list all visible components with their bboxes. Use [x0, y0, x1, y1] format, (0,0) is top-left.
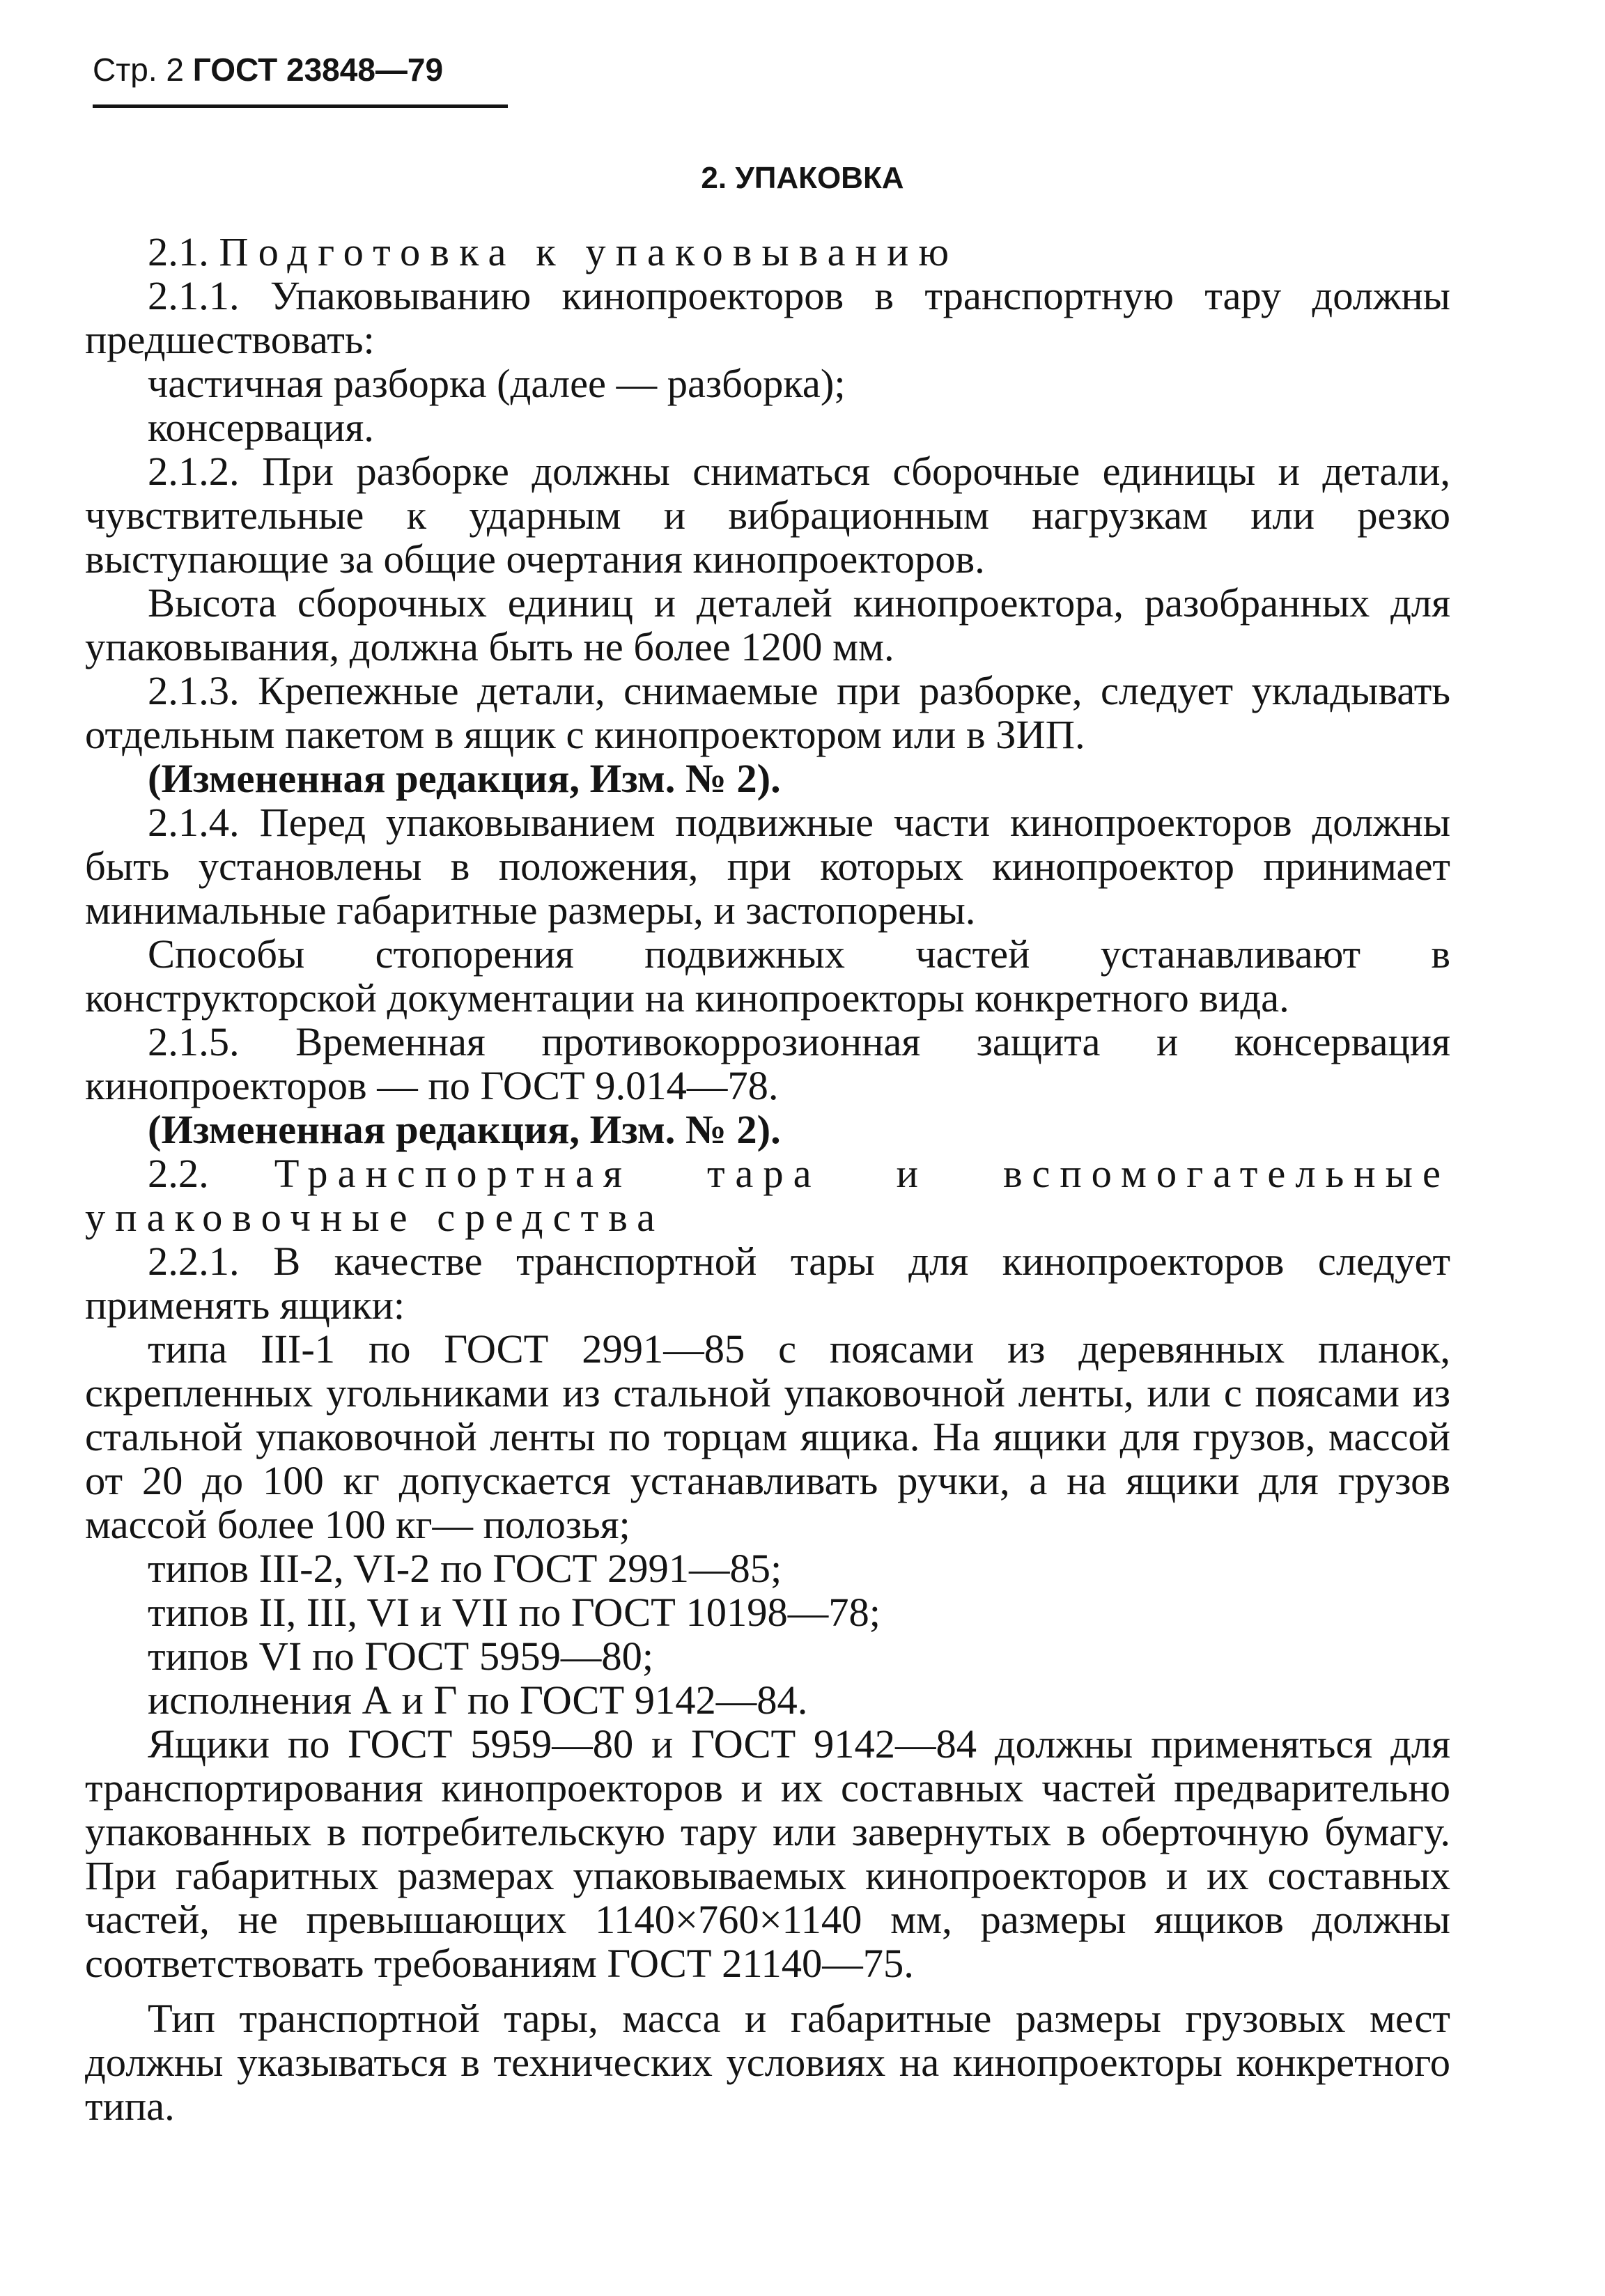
paragraph-2-1-4 — [85, 800, 1450, 932]
list-item: частичная разборка (далее — разборка); — [148, 361, 846, 406]
paragraph-2-1-3 — [85, 669, 1450, 757]
paragraph-text: В качестве транспортной тары для кинопроекторов следует применять ящики: — [85, 1239, 1451, 1328]
paragraph: Способы стопорения подвижных частей устанавливают в конструкторской документации на кинопроекторы конкретного вида. — [85, 931, 1450, 1021]
paragraph-text: При разборке должны сниматься сборочные единицы и детали, чувствительные к ударным и вибрационным нагрузкам или резко выступающие за общие очертания кинопроекторов. — [85, 449, 1451, 582]
paragraph: Ящики по ГОСТ 5959—80 и ГОСТ 9142—84 должны применяться для транспортирования кинопроекторов и их составных частей предварительно упакованных в потребительскую тару или завернутых в оберточную бумагу. При габаритных размерах упаковываемых кинопроекторов и их составных частей, не превышающих 1140×760×1140 мм, размеры ящиков должны соответствовать требованиям ГОСТ 21140—75. — [85, 1721, 1450, 1986]
paragraph-number: 2.1.4. — [148, 800, 240, 845]
paragraph-2-2-1 — [85, 1239, 1450, 1327]
amendment-note: (Измененная редакция, Изм. № 2). — [148, 756, 781, 801]
page-header — [93, 47, 443, 92]
body-text — [85, 230, 1450, 2128]
paragraph-number: 2.1. — [148, 229, 209, 274]
section-title: 2. УПАКОВКА — [701, 161, 904, 195]
paragraph-2-1-5 — [85, 1020, 1450, 1108]
paragraph-text: Упаковыванию кинопроекторов в транспортную тару должны предшествовать: — [85, 273, 1450, 362]
paragraph-number: 2.2. — [148, 1151, 209, 1196]
paragraph-number: 2.1.1. — [148, 273, 240, 318]
paragraph-2-1-2 — [85, 449, 1450, 581]
page-number: Стр. 2 — [93, 52, 185, 88]
paragraph-number: 2.2.1. — [148, 1239, 240, 1284]
paragraph-number: 2.1.5. — [148, 1019, 240, 1064]
paragraph: Высота сборочных единиц и деталей кинопроектора, разобранных для упаковывания, должна быть не более 1200 мм. — [85, 580, 1450, 669]
list-item: типа III-1 по ГОСТ 2991—85 с поясами из деревянных планок, скрепленных угольниками из стальной упаковочной ленты, или с поясами из стальной упаковочной ленты по торцам ящика. На ящики для грузов, массой от 20 до 100 кг допускается устанавливать ручки, а на ящики для грузов массой более 100 кг— полозья; — [85, 1326, 1450, 1547]
paragraph-text: Временная противокоррозионная защита и консервация кинопроекторов — по ГОСТ 9.014—78. — [85, 1019, 1451, 1108]
list-item: консервация. — [148, 405, 374, 450]
list-item: исполнения А и Г по ГОСТ 9142—84. — [148, 1677, 808, 1723]
list-item: типов III-2, VI-2 по ГОСТ 2991—85; — [148, 1546, 782, 1591]
paragraph-2-1-1 — [85, 274, 1450, 362]
paragraph-2-2 — [85, 1151, 1450, 1239]
paragraph-number: 2.1.3. — [148, 668, 240, 713]
paragraph-heading: Транспортная тара и вспомогательные упаковочные средства — [85, 1151, 1450, 1240]
paragraph-text: Перед упаковыванием подвижные части кинопроекторов должны быть установлены в положения, при которых кинопроектор принимает минимальные габаритные размеры, и застопорены. — [85, 800, 1451, 933]
paragraph-heading: Подготовка к упаковыванию — [219, 229, 959, 274]
list-item: типов II, III, VI и VII по ГОСТ 10198—78; — [148, 1590, 881, 1635]
list-item: типов VI по ГОСТ 5959—80; — [148, 1634, 654, 1679]
paragraph-number: 2.1.2. — [148, 449, 240, 494]
amendment-note: (Измененная редакция, Изм. № 2). — [148, 1107, 781, 1152]
paragraph: Тип транспортной тары, масса и габаритные размеры грузовых мест должны указываться в технических условиях на кинопроекторы конкретного типа. — [85, 1996, 1450, 2129]
paragraph-2-1 — [85, 230, 1450, 274]
paragraph-text: Крепежные детали, снимаемые при разборке, следует укладывать отдельным пакетом в ящик с кинопроектором или в ЗИП. — [85, 668, 1450, 757]
header-rule — [93, 104, 508, 108]
standard-designation: ГОСТ 23848—79 — [192, 52, 444, 88]
